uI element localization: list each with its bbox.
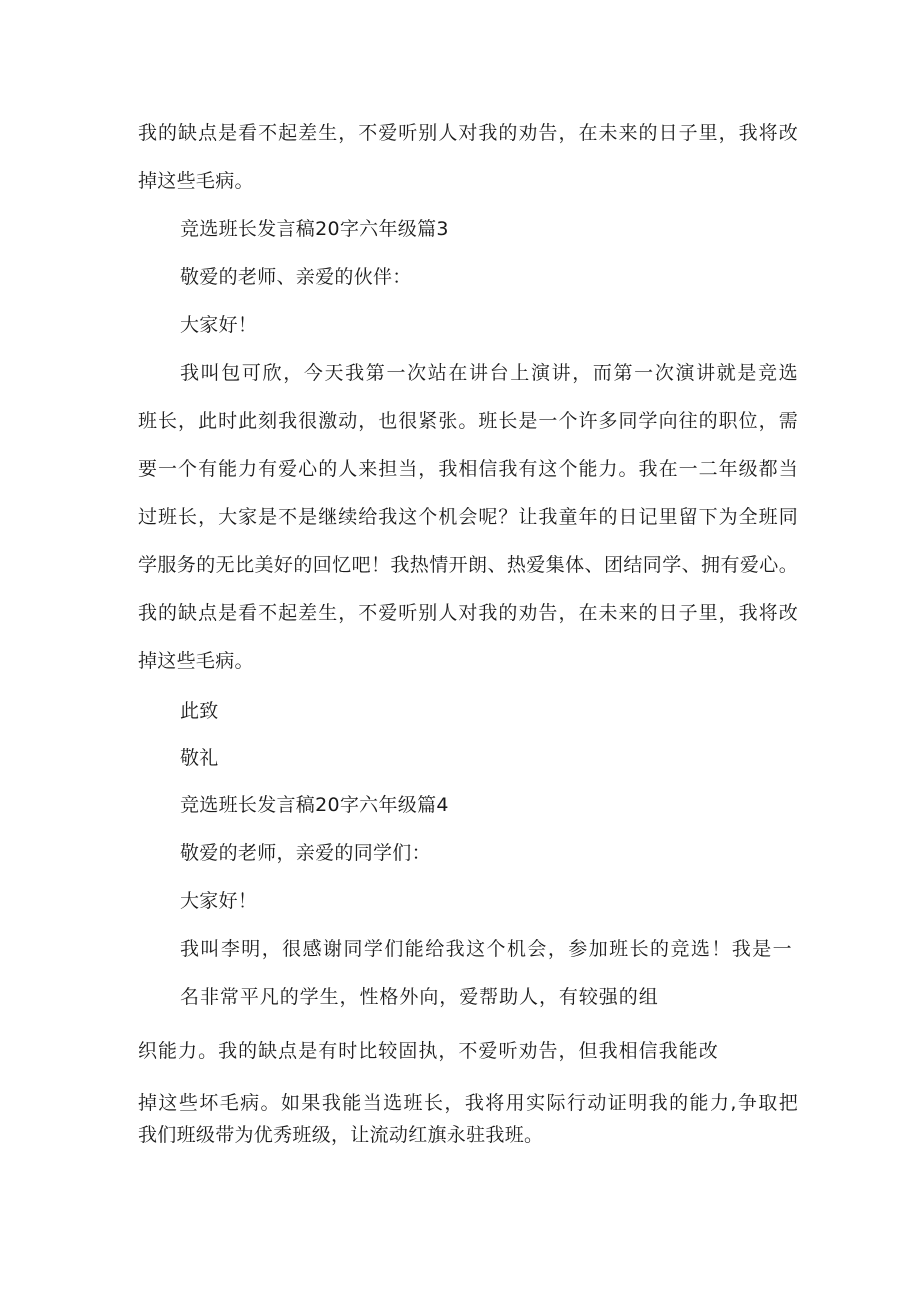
body-line: 名非常平凡的学生，性格外向，爱帮助人，有较强的组 bbox=[180, 986, 658, 1008]
salutation: 敬爱的老师、亲爱的伙伴： bbox=[180, 266, 412, 288]
closing-line: 此致 bbox=[180, 700, 219, 722]
body-line: 班长，此时此刻我很激动，也很紧张。班长是一个许多同学向往的职位，需 bbox=[138, 410, 798, 432]
section-title: 竞选班长发言稿20字六年级篇4 bbox=[180, 794, 449, 816]
body-line: 掉这些坏毛病。如果我能当选班长，我将用实际行动证明我的能力,争取把 bbox=[138, 1092, 798, 1114]
body-line: 我们班级带为优秀班级，让流动红旗永驻我班。 bbox=[138, 1124, 544, 1146]
greeting: 大家好！ bbox=[180, 890, 258, 912]
body-line: 我叫包可欣，今天我第一次站在讲台上演讲，而第一次演讲就是竞选 bbox=[180, 362, 798, 384]
body-line: 要一个有能力有爱心的人来担当，我相信我有这个能力。我在一二年级都当 bbox=[138, 458, 798, 480]
body-line: 我的缺点是看不起差生，不爱听别人对我的劝告，在未来的日子里，我将改 bbox=[138, 602, 798, 624]
body-line: 过班长，大家是不是继续给我这个机会呢？让我童年的日记里留下为全班同 bbox=[138, 506, 798, 528]
body-line: 掉这些毛病。 bbox=[138, 650, 254, 672]
greeting: 大家好！ bbox=[180, 314, 258, 336]
section-title: 竞选班长发言稿20字六年级篇3 bbox=[180, 218, 449, 240]
intro-line: 我的缺点是看不起差生，不爱听别人对我的劝告，在未来的日子里，我将改 bbox=[138, 122, 798, 144]
salutation: 敬爱的老师，亲爱的同学们： bbox=[180, 842, 431, 864]
body-line: 我叫李明，很感谢同学们能给我这个机会，参加班长的竞选！我是一 bbox=[180, 938, 792, 960]
body-line: 学服务的无比美好的回忆吧！我热情开朗、热爱集体、团结同学、拥有爱心。 bbox=[138, 554, 798, 576]
body-line: 织能力。我的缺点是有时比较固执，不爱听劝告，但我相信我能改 bbox=[138, 1040, 718, 1062]
intro-line: 掉这些毛病。 bbox=[138, 170, 254, 192]
closing-line: 敬礼 bbox=[180, 747, 219, 769]
